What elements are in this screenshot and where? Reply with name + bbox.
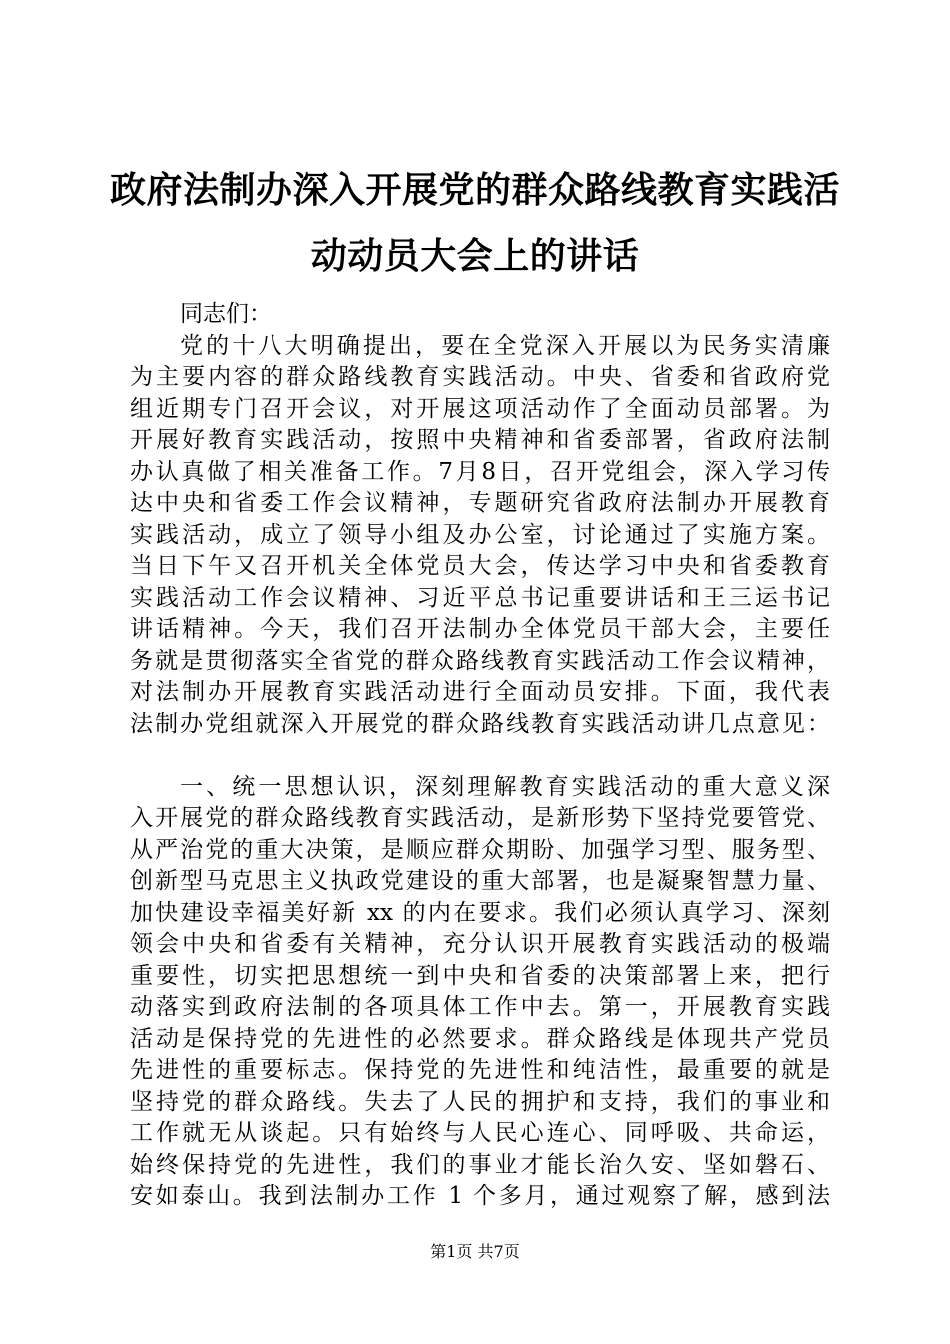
paragraph-line: 活动是保持党的先进性的必然要求。群众路线是体现共产党员: [130, 1025, 830, 1052]
document-title: [100, 158, 850, 290]
paragraph-line: 重要性，切实把思想统一到中央和省委的决策部署上来，把行: [130, 962, 830, 989]
paragraph-line: 务就是贯彻落实全省党的群众路线教育实践活动工作会议精神，: [130, 647, 830, 674]
paragraph-line: 加快建设幸福美好新 xx 的内在要求。我们必须认真学习、深刻: [130, 899, 830, 926]
paragraph-line: 组近期专门召开会议，对开展这项活动作了全面动员部署。为: [130, 395, 830, 422]
paragraph-line: 办认真做了相关准备工作。7月8日，召开党组会，深入学习传: [130, 458, 830, 485]
paragraph-line: 坚持党的群众路线。失去了人民的拥护和支持，我们的事业和: [130, 1088, 830, 1115]
paragraph-line: 始终保持党的先进性，我们的事业才能长治久安、坚如磐石、: [130, 1151, 830, 1178]
page-number-label: 第1页 共7页: [430, 1242, 520, 1261]
paragraph-line: 为主要内容的群众路线教育实践活动。中央、省委和省政府党: [130, 364, 830, 390]
paragraph-line: 实践活动工作会议精神、习近平总书记重要讲话和王三运书记: [130, 584, 830, 611]
paragraph-line: 工作就无从谈起。只有始终与人民心连心、同呼吸、共命运，: [130, 1120, 830, 1146]
paragraph-line: 创新型马克思主义执政党建设的重大部署，也是凝聚智慧力量、: [130, 868, 830, 894]
paragraph-1: [130, 331, 830, 741]
paragraph-line: 一、统一思想认识，深刻理解教育实践活动的重大意义深: [180, 773, 830, 800]
paragraph-line: 法制办党组就深入开展党的群众路线教育实践活动讲几点意见：: [130, 710, 830, 737]
paragraph-line: 动落实到政府法制的各项具体工作中去。第一，开展教育实践: [130, 994, 830, 1020]
paragraph-line: 先进性的重要标志。保持党的先进性和纯洁性，最重要的就是: [130, 1057, 830, 1083]
title-line: 动动员大会上的讲话: [310, 236, 640, 277]
paragraph-line: 实践活动，成立了领导小组及办公室，讨论通过了实施方案。: [130, 521, 830, 548]
paragraph-line: 安如泰山。我到法制办工作 1 个多月，通过观察了解，感到法: [130, 1183, 830, 1209]
paragraph-line: 当日下午又召开机关全体党员大会，传达学习中央和省委教育: [130, 553, 830, 579]
page-footer: [0, 1242, 950, 1262]
paragraph-line: 入开展党的群众路线教育实践活动，是新形势下坚持党要管党、: [130, 805, 830, 831]
paragraph-line: 讲话精神。今天，我们召开法制办全体党员干部大会，主要任: [130, 616, 830, 642]
paragraph-line: 达中央和省委工作会议精神，专题研究省政府法制办开展教育: [130, 490, 830, 516]
salutation: 同志们：: [180, 301, 272, 327]
paragraph-line: 从严治党的重大决策，是顺应群众期盼、加强学习型、服务型、: [130, 836, 830, 863]
paragraph-gap: [130, 740, 830, 772]
paragraph-line: 对法制办开展教育实践活动进行全面动员安排。下面，我代表: [130, 679, 830, 705]
document-body: [130, 299, 830, 1213]
paragraph-line: 开展好教育实践活动，按照中央精神和省委部署，省政府法制: [130, 427, 830, 453]
paragraph-2: [130, 772, 830, 1213]
paragraph-line: 党的十八大明确提出，要在全党深入开展以为民务实清廉: [180, 332, 830, 359]
title-line: 政府法制办深入开展党的群众路线教育实践活: [109, 170, 840, 211]
paragraph-line: 领会中央和省委有关精神，充分认识开展教育实践活动的极端: [130, 931, 830, 957]
